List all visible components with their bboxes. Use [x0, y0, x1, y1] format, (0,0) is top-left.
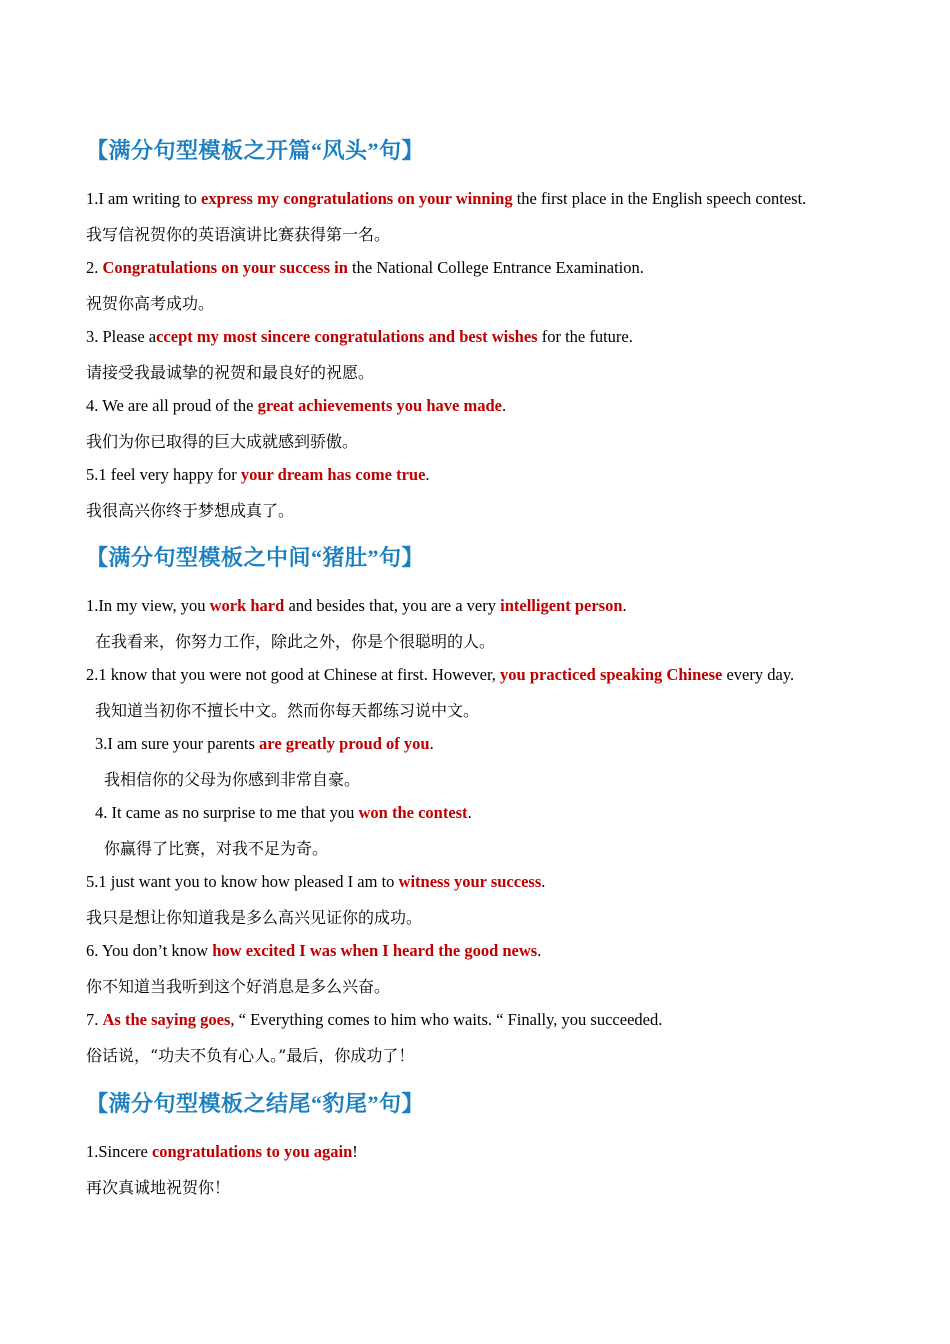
text-run: , “ Everything comes to him who waits. “ Finally, you succeeded.: [230, 1010, 663, 1029]
text-run: .: [537, 941, 542, 960]
sentence-zh: 你赢得了比赛，对我不足为奇。: [104, 839, 329, 858]
text-run: 1.Sincere: [86, 1142, 152, 1161]
sentence-zh: 我写信祝贺你的英语演讲比赛获得第一名。: [86, 225, 391, 244]
text-run: 4. We are all proud of the: [86, 396, 258, 415]
sentence-en: [86, 188, 806, 210]
text-run: .: [501, 396, 507, 415]
text-run: .: [425, 465, 430, 484]
text-run: 7.: [86, 1010, 103, 1029]
text-run: 1.In my view, you: [86, 596, 210, 615]
text-run: !: [352, 1142, 358, 1161]
sentence-en: [86, 395, 506, 417]
sentence-en: [86, 871, 545, 893]
text-run: every day.: [722, 665, 795, 684]
text-run: 5.1 feel very happy for: [86, 465, 241, 484]
highlight-run: As the saying goes: [102, 1010, 231, 1029]
text-run: 3. Please a: [86, 327, 157, 346]
highlight-run: great achievements you have made: [257, 396, 502, 415]
text-run: 3.I am sure your parents: [95, 734, 260, 753]
sentence-en: [95, 802, 472, 824]
sentence-zh: 请接受我最诚挚的祝贺和最良好的祝愿。: [86, 363, 375, 382]
text-run: 5.1 just want you to know how pleased I am to: [86, 872, 399, 891]
sentence-zh: 俗话说，“功夫不负有心人。”最后，你成功了！: [86, 1046, 415, 1065]
sentence-zh: 我相信你的父母为你感到非常自豪。: [104, 770, 361, 789]
text-run: .: [622, 596, 627, 615]
sentence-en: [86, 940, 541, 962]
highlight-run: work hard: [209, 596, 285, 615]
highlight-run: ccept my most sincere congratulations and best wishes: [156, 327, 538, 346]
sentence-en: [95, 733, 434, 755]
highlight-run: won the contest: [358, 803, 468, 822]
highlight-run: you practiced speaking Chinese: [500, 665, 723, 684]
sentence-en: [86, 326, 633, 348]
section-heading-middle: 【满分句型模板之中间“猪肚”句】: [86, 545, 425, 570]
sentence-en: [86, 257, 644, 279]
section-heading-closing: 【满分句型模板之结尾“豹尾”句】: [86, 1091, 425, 1116]
sentence-en: [86, 464, 430, 486]
sentence-zh: 在我看来，你努力工作，除此之外，你是个很聪明的人。: [95, 632, 496, 651]
sentence-en: [86, 595, 627, 617]
text-run: 2.: [86, 258, 103, 277]
sentence-zh: 祝贺你高考成功。: [86, 294, 215, 313]
section-heading-opening: 【满分句型模板之开篇“风头”句】: [86, 138, 425, 163]
highlight-run: intelligent person: [500, 596, 623, 615]
highlight-run: express my congratulations on your winning: [201, 189, 513, 208]
highlight-run: are greatly proud of you: [259, 734, 430, 753]
sentence-zh: 再次真诚地祝贺你！: [86, 1178, 231, 1197]
text-run: .: [541, 872, 546, 891]
highlight-run: how excited I was when I heard the good news: [212, 941, 538, 960]
highlight-run: Congratulations on your success in: [102, 258, 348, 277]
text-run: 6. You don’t know: [86, 941, 213, 960]
sentence-zh: 我很高兴你终于梦想成真了。: [86, 501, 295, 520]
sentence-zh: 我们为你已取得的巨大成就感到骄傲。: [86, 432, 359, 451]
text-run: the National College Entrance Examination.: [347, 258, 644, 277]
text-run: 1.I am writing to: [86, 189, 202, 208]
sentence-en: [86, 664, 794, 686]
sentence-zh: 我知道当初你不擅长中文。然而你每天都练习说中文。: [95, 701, 480, 720]
text-run: 4. It came as no surprise to me that you: [95, 803, 359, 822]
text-run: the first place in the English speech contest.: [512, 189, 807, 208]
sentence-en: [86, 1009, 662, 1031]
text-run: and besides that, you are a very: [284, 596, 501, 615]
sentence-en: [86, 1141, 358, 1163]
highlight-run: your dream has come true: [240, 465, 426, 484]
highlight-run: congratulations to you again: [151, 1142, 353, 1161]
highlight-run: witness your success: [398, 872, 542, 891]
text-run: for the future.: [537, 327, 633, 346]
sentence-zh: 我只是想让你知道我是多么高兴见证你的成功。: [86, 908, 423, 927]
text-run: 2.1 know that you were not good at Chinese at first. However,: [86, 665, 501, 684]
sentence-zh: 你不知道当我听到这个好消息是多么兴奋。: [86, 977, 391, 996]
text-run: .: [467, 803, 472, 822]
text-run: .: [429, 734, 434, 753]
